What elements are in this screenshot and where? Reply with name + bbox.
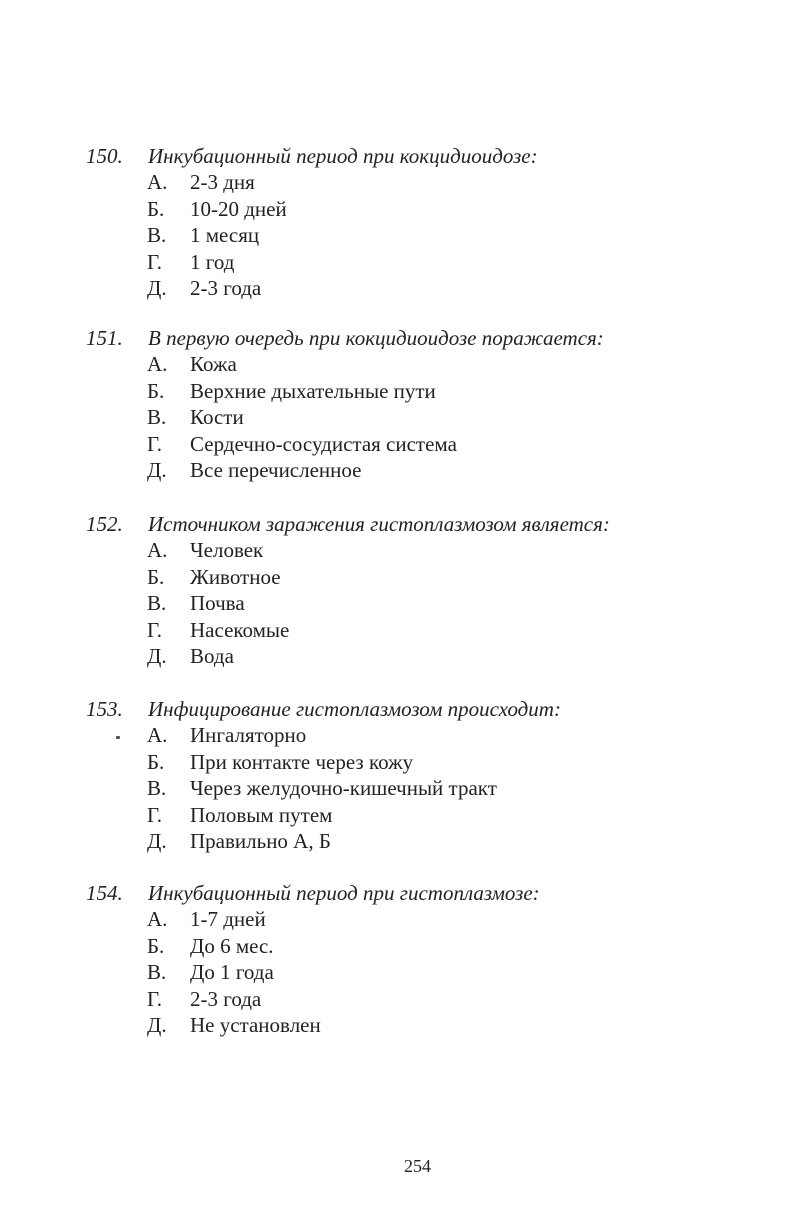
option-letter: Д. <box>147 829 167 853</box>
option-text: Насекомые <box>190 617 290 642</box>
answer-option <box>147 933 726 960</box>
answer-options <box>147 169 726 302</box>
answer-options <box>147 906 726 1039</box>
question-number: 150. <box>86 144 123 168</box>
answer-option <box>147 802 726 829</box>
answer-option <box>147 828 726 855</box>
option-letter: Д. <box>147 1013 167 1037</box>
option-text: Все перечисленное <box>190 458 362 482</box>
answer-option <box>147 537 726 564</box>
option-text: 1-7 дней <box>190 907 266 931</box>
option-letter: Б. <box>147 749 165 774</box>
answer-option <box>147 775 726 802</box>
question-text: Инкубационный период при кокцидиоидозе: <box>148 144 538 168</box>
answer-option <box>147 378 726 405</box>
page-number: 254 <box>404 1156 431 1176</box>
answer-option <box>147 404 726 431</box>
option-letter: Д. <box>147 276 167 300</box>
option-letter: Б. <box>147 933 165 958</box>
answer-option <box>147 275 726 302</box>
answer-option <box>147 351 726 378</box>
question-154 <box>86 880 726 1039</box>
option-text: 1 месяц <box>190 223 260 247</box>
option-text: 2-3 года <box>190 276 262 300</box>
option-letter: В. <box>147 776 167 800</box>
option-text: Через желудочно-кишечный тракт <box>190 776 497 800</box>
answer-option <box>147 906 726 933</box>
answer-option <box>147 196 726 223</box>
option-text: 10-20 дней <box>190 196 287 221</box>
question-150 <box>86 143 726 302</box>
answer-option <box>147 1012 726 1039</box>
option-text: 2-3 года <box>190 986 262 1011</box>
option-letter: В. <box>147 960 167 984</box>
answer-option <box>147 986 726 1013</box>
question-heading <box>86 143 726 169</box>
option-letter: Д. <box>147 644 167 668</box>
question-number: 153. <box>86 697 123 721</box>
option-letter: Г. <box>147 986 163 1011</box>
question-number: 154. <box>86 881 123 905</box>
question-text: Источником заражения гистоплазмозом является: <box>148 512 610 536</box>
answer-options <box>147 351 726 484</box>
question-heading <box>86 511 726 537</box>
answer-option <box>147 590 726 617</box>
option-text: Ингаляторно <box>190 723 307 747</box>
option-letter: А. <box>147 723 168 747</box>
answer-option <box>147 749 726 776</box>
option-letter: Б. <box>147 378 165 403</box>
option-text: До 6 мес. <box>190 933 274 958</box>
answer-options <box>147 722 726 855</box>
question-heading <box>86 696 726 722</box>
option-letter: А. <box>147 352 168 376</box>
question-151 <box>86 325 726 484</box>
option-letter: А. <box>147 538 168 562</box>
answer-option <box>147 457 726 484</box>
option-letter: Г. <box>147 249 163 274</box>
question-text: В первую очередь при кокцидиоидозе поражается: <box>148 326 604 350</box>
answer-options <box>147 537 726 670</box>
option-letter: Д. <box>147 458 167 482</box>
question-text: Инфицирование гистоплазмозом происходит: <box>148 697 561 721</box>
option-text: Кожа <box>190 352 237 376</box>
answer-option <box>147 643 726 670</box>
option-letter: В. <box>147 223 167 247</box>
option-letter: В. <box>147 405 167 429</box>
question-153 <box>86 696 726 855</box>
option-letter: Г. <box>147 617 163 642</box>
option-text: Половым путем <box>190 802 333 827</box>
option-text: Правильно А, Б <box>190 829 331 853</box>
question-152 <box>86 511 726 670</box>
option-text: Почва <box>190 591 245 615</box>
option-text: 1 год <box>190 249 235 274</box>
answer-option <box>147 222 726 249</box>
question-number: 152. <box>86 512 123 536</box>
answer-option <box>147 564 726 591</box>
option-letter: Б. <box>147 196 165 221</box>
option-letter: А. <box>147 907 168 931</box>
option-letter: В. <box>147 591 167 615</box>
option-text: Вода <box>190 644 234 668</box>
answer-option <box>147 169 726 196</box>
answer-option <box>147 249 726 276</box>
option-text: Кости <box>190 405 244 429</box>
answer-option <box>147 431 726 458</box>
answer-option <box>147 617 726 644</box>
option-letter: Г. <box>147 802 163 827</box>
option-letter: Б. <box>147 564 165 589</box>
option-text: Не установлен <box>190 1013 321 1037</box>
question-text: Инкубационный период при гистоплазмозе: <box>148 881 540 905</box>
option-letter: А. <box>147 170 168 194</box>
question-number: 151. <box>86 326 123 350</box>
option-text: Верхние дыхательные пути <box>190 378 436 403</box>
option-text: 2-3 дня <box>190 170 255 194</box>
question-heading <box>86 325 726 351</box>
answer-option <box>147 959 726 986</box>
question-heading <box>86 880 726 906</box>
answer-option <box>147 722 726 749</box>
scan-speck <box>116 736 120 739</box>
option-text: До 1 года <box>190 960 274 984</box>
option-text: Сердечно-сосудистая система <box>190 431 457 456</box>
option-letter: Г. <box>147 431 163 456</box>
option-text: При контакте через кожу <box>190 749 414 774</box>
option-text: Животное <box>190 564 281 589</box>
option-text: Человек <box>190 538 264 562</box>
